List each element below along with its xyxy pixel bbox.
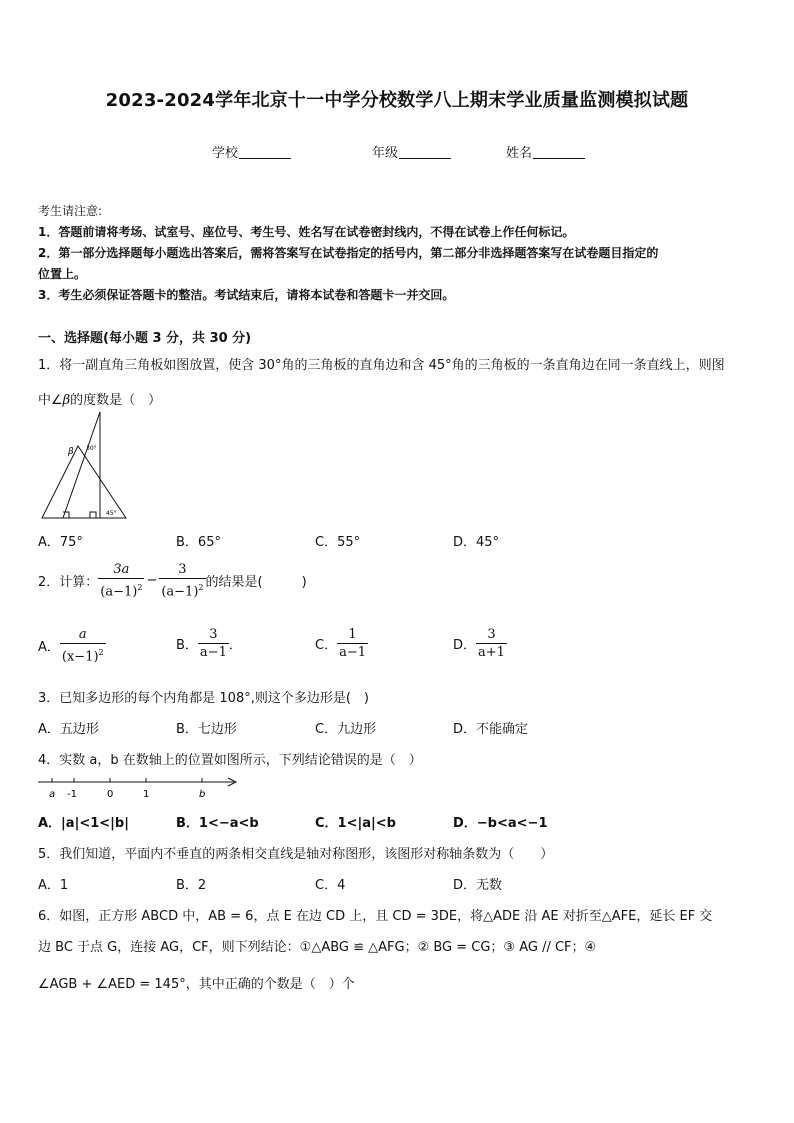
q5-option-c[interactable]: C．4 — [315, 878, 346, 893]
q1-option-b[interactable]: B．65° — [176, 535, 221, 550]
q5-option-d[interactable]: D．无数 — [453, 878, 503, 893]
q3-option-b[interactable]: B．七边形 — [176, 722, 237, 737]
notice-item-2-cont: 位置上。 — [38, 267, 87, 281]
notice-item-2: 2．第一部分选择题每小题选出答案后，需将答案写在试卷指定的括号内，第二部分非选择题答案写在试卷题目指定的 — [38, 246, 659, 260]
axis-label-b: b — [199, 789, 206, 800]
q4-option-c[interactable]: C．1<|a|<b — [315, 816, 396, 831]
q2-minus: − — [146, 573, 158, 589]
axis-label-a: a — [49, 789, 56, 800]
q4-number-line — [36, 774, 242, 802]
notice-heading: 考生请注意: — [38, 204, 103, 218]
q1-text-line1: 1．将一副直角三角板如图放置，使含 30°角的三角板的直角边和含 45°角的三角板的一条直角边在同一条直线上，则图 — [38, 358, 725, 373]
q2-term1: $\frac{3a}{(a-1)^2}$ — [100, 562, 143, 600]
q4-option-a[interactable]: A．|a|<1<|b| — [38, 816, 129, 831]
q1-option-d[interactable]: D．45° — [453, 535, 500, 550]
q1-option-a[interactable]: A．75° — [38, 535, 83, 550]
q6-text-line1: 6．如图，正方形 ABCD 中，AB = 6，点 E 在边 CD 上，且 CD = 3DE，将△ADE 沿 AE 对折至△AFE，延长 EF 交 — [38, 909, 713, 924]
q3-text: 3．已知多边形的每个内角都是 108°,则这个多边形是( ) — [38, 691, 369, 706]
q2-option-b[interactable]: B． $\frac{3}{a-1}$ ． — [176, 627, 242, 660]
q4-text: 4．实数 a，b 在数轴上的位置如图所示，下列结论错误的是（ ） — [38, 753, 422, 768]
name-field[interactable] — [506, 142, 585, 161]
q5-option-a[interactable]: A．1 — [38, 878, 69, 893]
q2-option-a[interactable]: A． $\frac{a}{(x-1)^2}$ — [38, 627, 104, 665]
grade-label: 年级 — [372, 146, 399, 161]
q2-option-d[interactable]: D． $\frac{3}{a+1}$ — [453, 627, 505, 660]
q1-text-line2: 中∠β的度数是（ ） — [38, 393, 162, 408]
q2-prefix: 2．计算： — [38, 575, 99, 591]
grade-blank[interactable] — [399, 146, 451, 159]
school-field[interactable] — [212, 142, 291, 161]
q2-term2: $\frac{3}{(a-1)^2}$ — [161, 562, 204, 600]
q1-triangle-figure — [38, 410, 130, 522]
axis-label-1: 1 — [143, 789, 150, 800]
name-label: 姓名 — [506, 146, 533, 161]
q3-option-d[interactable]: D．不能确定 — [453, 722, 529, 737]
axis-label-minus1: -1 — [67, 789, 77, 800]
q3-option-c[interactable]: C．九边形 — [315, 722, 377, 737]
q6-text-line2: 边 BC 于点 G，连接 AG，CF，则下列结论：①△ABG ≌ △AFG；② BG = CG；③ AG // CF；④ — [38, 940, 597, 955]
q4-option-d[interactable]: D．−b<a<−1 — [453, 816, 548, 831]
q2-suffix: 的结果是( ) — [205, 575, 307, 591]
school-label: 学校 — [212, 146, 239, 161]
q4-option-b[interactable]: B．1<−a<b — [176, 816, 259, 831]
exam-title: 2023-2024学年北京十一中学分校数学八上期末学业质量监测模拟试题 — [105, 90, 689, 111]
school-blank[interactable] — [239, 146, 291, 159]
q5-option-b[interactable]: B．2 — [176, 878, 207, 893]
q2-expression — [38, 561, 307, 600]
q5-text: 5．我们知道，平面内不垂直的两条相交直线是轴对称图形，该图形对称轴条数为（ ） — [38, 847, 554, 862]
q3-option-a[interactable]: A．五边形 — [38, 722, 99, 737]
q1-option-c[interactable]: C．55° — [315, 535, 361, 550]
fig-beta-label: β — [68, 447, 74, 457]
axis-label-0: 0 — [107, 789, 114, 800]
q6-text-line3: ∠AGB + ∠AED = 145°，其中正确的个数是（ ）个 — [38, 977, 355, 992]
notice-item-1: 1．答题前请将考场、试室号、座位号、考生号、姓名写在试卷密封线内，不得在试卷上作任何标记。 — [38, 225, 575, 239]
section-heading: 一、选择题(每小题 3 分，共 30 分) — [38, 331, 252, 346]
notice-item-3: 3．考生必须保证答题卡的整洁。考试结束后，请将本试卷和答题卡一并交回。 — [38, 288, 455, 302]
fig-30-label: 30° — [86, 445, 97, 452]
name-blank[interactable] — [533, 146, 585, 159]
fig-45-label: 45° — [106, 510, 117, 517]
grade-field[interactable] — [372, 142, 451, 161]
q2-option-c[interactable]: C． $\frac{1}{a-1}$ — [315, 627, 366, 660]
